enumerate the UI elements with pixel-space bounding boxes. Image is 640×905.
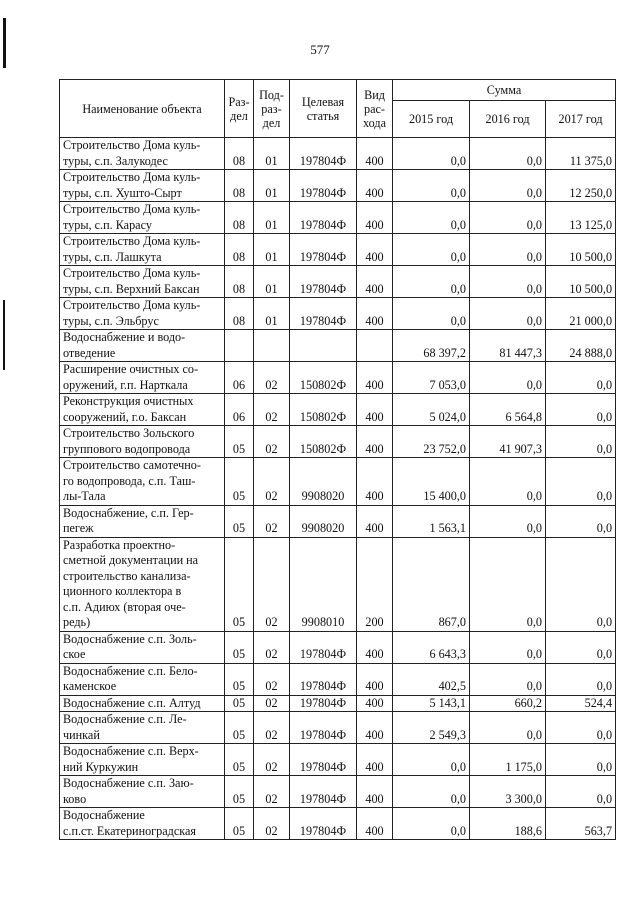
table-cell-podrazdel: 02	[254, 394, 290, 426]
table-cell-2015: 0,0	[393, 202, 470, 234]
table-cell-2017: 10 500,0	[546, 234, 616, 266]
table-cell-podrazdel	[254, 330, 290, 362]
table-cell-2016: 0,0	[470, 298, 546, 330]
table-cell-podrazdel: 02	[254, 631, 290, 663]
table-cell-2016: 0,0	[470, 362, 546, 394]
table-row	[60, 663, 616, 695]
table-cell-2016: 0,0	[470, 712, 546, 744]
table-cell-2017: 0,0	[546, 663, 616, 695]
table-cell-target: 197804Ф	[290, 138, 357, 170]
table-row	[60, 266, 616, 298]
table-cell-2017: 24 888,0	[546, 330, 616, 362]
table-row	[60, 631, 616, 663]
table-cell-2016: 0,0	[470, 234, 546, 266]
table-cell-2017: 0,0	[546, 458, 616, 506]
table-cell-2017: 0,0	[546, 394, 616, 426]
table-row	[60, 712, 616, 744]
table-cell-podrazdel: 02	[254, 808, 290, 840]
table-cell-2015: 0,0	[393, 266, 470, 298]
table-cell-2016: 6 564,8	[470, 394, 546, 426]
table-row	[60, 330, 616, 362]
table-row	[60, 505, 616, 537]
table-cell-name: Водоснабжение с.п. Алтуд	[60, 695, 225, 712]
table-cell-target: 197804Ф	[290, 202, 357, 234]
table-cell-podrazdel: 02	[254, 537, 290, 631]
table-cell-name: Водоснабжение с.п. Ле- чинкай	[60, 712, 225, 744]
table-cell-razdel: 05	[225, 663, 254, 695]
table-cell-razdel: 05	[225, 695, 254, 712]
table-cell-2016: 188,6	[470, 808, 546, 840]
table-row	[60, 537, 616, 631]
table-cell-razdel	[225, 330, 254, 362]
table-cell-name: Строительство Зольского группового водопровода	[60, 426, 225, 458]
table-cell-2015: 5 143,1	[393, 695, 470, 712]
budget-table	[59, 79, 616, 840]
table-cell-vid: 400	[357, 695, 393, 712]
table-cell-2016: 0,0	[470, 537, 546, 631]
table-cell-2017: 0,0	[546, 631, 616, 663]
table-cell-name: Строительство Дома куль- туры, с.п. Лашкута	[60, 234, 225, 266]
table-body	[60, 138, 616, 840]
table-row	[60, 170, 616, 202]
table-cell-vid	[357, 330, 393, 362]
table-cell-2015: 0,0	[393, 298, 470, 330]
table-cell-target: 9908020	[290, 458, 357, 506]
table-cell-2015: 68 397,2	[393, 330, 470, 362]
table-cell-name: Разработка проектно- сметной документации на строительство канализа- ционного коллектора в с.п. Адиюх (вторая оче- редь)	[60, 537, 225, 631]
table-cell-razdel: 05	[225, 712, 254, 744]
table-cell-podrazdel: 01	[254, 202, 290, 234]
table-cell-name: Водоснабжение с.п.ст. Екатериноградская	[60, 808, 225, 840]
table-cell-2015: 1 563,1	[393, 505, 470, 537]
table-cell-vid: 400	[357, 808, 393, 840]
table-cell-razdel: 08	[225, 202, 254, 234]
table-row	[60, 298, 616, 330]
table-cell-2015: 0,0	[393, 776, 470, 808]
table-cell-2016: 3 300,0	[470, 776, 546, 808]
table-cell-vid: 200	[357, 537, 393, 631]
table-row	[60, 744, 616, 776]
table-cell-name: Водоснабжение с.п. Заю- ково	[60, 776, 225, 808]
table-cell-2015: 2 549,3	[393, 712, 470, 744]
table-row	[60, 202, 616, 234]
table-cell-razdel: 05	[225, 458, 254, 506]
table-cell-podrazdel: 02	[254, 776, 290, 808]
table-cell-vid: 400	[357, 362, 393, 394]
table-cell-podrazdel: 02	[254, 695, 290, 712]
table-cell-target: 197804Ф	[290, 663, 357, 695]
table-row	[60, 695, 616, 712]
table-cell-2016: 0,0	[470, 202, 546, 234]
table-cell-vid: 400	[357, 631, 393, 663]
table-cell-razdel: 05	[225, 631, 254, 663]
table-cell-vid: 400	[357, 234, 393, 266]
table-cell-razdel: 08	[225, 138, 254, 170]
table-cell-target: 9908010	[290, 537, 357, 631]
table-cell-vid: 400	[357, 202, 393, 234]
table-cell-razdel: 05	[225, 808, 254, 840]
table-cell-podrazdel: 02	[254, 712, 290, 744]
table-cell-2015: 0,0	[393, 138, 470, 170]
table-cell-vid: 400	[357, 426, 393, 458]
header-2016: 2016 год	[470, 101, 546, 138]
table-row	[60, 234, 616, 266]
table-cell-2016: 41 907,3	[470, 426, 546, 458]
table-cell-2015: 0,0	[393, 808, 470, 840]
table-cell-podrazdel: 01	[254, 170, 290, 202]
header-podrazdel: Под- раз- дел	[254, 80, 290, 138]
table-cell-2017: 12 250,0	[546, 170, 616, 202]
table-cell-razdel: 08	[225, 298, 254, 330]
table-row	[60, 458, 616, 506]
table-cell-name: Реконструкция очистных сооружений, г.о. Баксан	[60, 394, 225, 426]
table-cell-2015: 0,0	[393, 170, 470, 202]
table-cell-target: 197804Ф	[290, 170, 357, 202]
table-cell-vid: 400	[357, 298, 393, 330]
table-cell-target: 197804Ф	[290, 631, 357, 663]
table-cell-razdel: 08	[225, 266, 254, 298]
table-cell-target: 197804Ф	[290, 712, 357, 744]
table-row	[60, 426, 616, 458]
table-cell-podrazdel: 01	[254, 234, 290, 266]
table-cell-podrazdel: 02	[254, 663, 290, 695]
table-cell-target: 197804Ф	[290, 234, 357, 266]
table-cell-2016: 1 175,0	[470, 744, 546, 776]
header-2015: 2015 год	[393, 101, 470, 138]
table-row	[60, 808, 616, 840]
table-cell-target: 197804Ф	[290, 808, 357, 840]
table-cell-vid: 400	[357, 138, 393, 170]
table-cell-name: Водоснабжение с.п. Золь- ское	[60, 631, 225, 663]
table-cell-name: Строительство Дома куль- туры, с.п. Эльбрус	[60, 298, 225, 330]
table-cell-target: 197804Ф	[290, 776, 357, 808]
table-cell-podrazdel: 01	[254, 266, 290, 298]
table-cell-2016: 0,0	[470, 663, 546, 695]
table-cell-name: Расширение очистных со- оружений, г.п. Нарткала	[60, 362, 225, 394]
table-cell-2017: 0,0	[546, 776, 616, 808]
table-cell-2017: 13 125,0	[546, 202, 616, 234]
table-cell-2016: 0,0	[470, 138, 546, 170]
table-cell-2015: 7 053,0	[393, 362, 470, 394]
table-cell-podrazdel: 02	[254, 458, 290, 506]
table-cell-vid: 400	[357, 663, 393, 695]
table-cell-vid: 400	[357, 170, 393, 202]
header-2017: 2017 год	[546, 101, 616, 138]
margin-mark-middle	[3, 300, 5, 370]
table-cell-target: 9908020	[290, 505, 357, 537]
table-cell-2016: 81 447,3	[470, 330, 546, 362]
table-cell-2017: 0,0	[546, 505, 616, 537]
table-cell-razdel: 08	[225, 234, 254, 266]
table-cell-2015: 5 024,0	[393, 394, 470, 426]
table-cell-2016: 0,0	[470, 266, 546, 298]
table-cell-podrazdel: 02	[254, 744, 290, 776]
table-row	[60, 776, 616, 808]
table-cell-2017: 0,0	[546, 362, 616, 394]
table-cell-podrazdel: 01	[254, 138, 290, 170]
header-razdel: Раз- дел	[225, 80, 254, 138]
table-cell-vid: 400	[357, 744, 393, 776]
table-cell-podrazdel: 02	[254, 426, 290, 458]
table-cell-podrazdel: 01	[254, 298, 290, 330]
header-target: Целевая статья	[290, 80, 357, 138]
table-cell-2015: 6 643,3	[393, 631, 470, 663]
table-cell-target	[290, 330, 357, 362]
table-cell-2016: 0,0	[470, 631, 546, 663]
table-cell-name: Строительство Дома куль- туры, с.п. Залукодес	[60, 138, 225, 170]
table-cell-podrazdel: 02	[254, 505, 290, 537]
table-cell-2017: 0,0	[546, 712, 616, 744]
table-cell-razdel: 05	[225, 744, 254, 776]
table-cell-2017: 11 375,0	[546, 138, 616, 170]
table-cell-target: 197804Ф	[290, 266, 357, 298]
table-cell-2016: 0,0	[470, 505, 546, 537]
table-header	[60, 80, 616, 138]
table-cell-2017: 21 000,0	[546, 298, 616, 330]
table-cell-vid: 400	[357, 394, 393, 426]
table-cell-razdel: 05	[225, 505, 254, 537]
table-cell-2017: 0,0	[546, 744, 616, 776]
page-number: 577	[310, 42, 330, 57]
table-cell-target: 150802Ф	[290, 394, 357, 426]
table-cell-name: Строительство Дома куль- туры, с.п. Верхний Баксан	[60, 266, 225, 298]
table-cell-2015: 402,5	[393, 663, 470, 695]
table-cell-2017: 563,7	[546, 808, 616, 840]
table-cell-target: 197804Ф	[290, 695, 357, 712]
table-cell-2015: 867,0	[393, 537, 470, 631]
table-cell-name: Водоснабжение с.п. Верх- ний Куркужин	[60, 744, 225, 776]
table-cell-2017: 0,0	[546, 537, 616, 631]
table-cell-name: Водоснабжение, с.п. Гер- пегеж	[60, 505, 225, 537]
table-cell-vid: 400	[357, 776, 393, 808]
table-cell-2015: 23 752,0	[393, 426, 470, 458]
table-cell-2016: 0,0	[470, 458, 546, 506]
table-cell-podrazdel: 02	[254, 362, 290, 394]
table-cell-name: Водоснабжение с.п. Бело- каменское	[60, 663, 225, 695]
table-cell-vid: 400	[357, 712, 393, 744]
table-cell-vid: 400	[357, 266, 393, 298]
table-cell-name: Строительство Дома куль- туры, с.п. Карасу	[60, 202, 225, 234]
table-cell-2015: 0,0	[393, 744, 470, 776]
table-cell-2017: 524,4	[546, 695, 616, 712]
header-sum: Сумма	[393, 80, 616, 101]
table-cell-name: Строительство Дома куль- туры, с.п. Хушто-Сырт	[60, 170, 225, 202]
table-cell-razdel: 05	[225, 426, 254, 458]
table-cell-2017: 0,0	[546, 426, 616, 458]
table-cell-2015: 0,0	[393, 234, 470, 266]
table-cell-vid: 400	[357, 458, 393, 506]
table-cell-razdel: 06	[225, 394, 254, 426]
table-cell-razdel: 05	[225, 537, 254, 631]
table-row	[60, 138, 616, 170]
table-row	[60, 362, 616, 394]
table-cell-vid: 400	[357, 505, 393, 537]
table-cell-target: 197804Ф	[290, 744, 357, 776]
table-cell-target: 150802Ф	[290, 362, 357, 394]
table-cell-razdel: 08	[225, 170, 254, 202]
table-cell-2016: 0,0	[470, 170, 546, 202]
table-cell-razdel: 05	[225, 776, 254, 808]
table-cell-name: Водоснабжение и водо- отведение	[60, 330, 225, 362]
table-cell-target: 150802Ф	[290, 426, 357, 458]
table-cell-target: 197804Ф	[290, 298, 357, 330]
table-cell-2017: 10 500,0	[546, 266, 616, 298]
table-cell-2015: 15 400,0	[393, 458, 470, 506]
header-vid: Вид рас- хода	[357, 80, 393, 138]
header-name: Наименование объекта	[60, 80, 225, 138]
table-cell-name: Строительство самотечно- го водопровода, с.п. Таш- лы-Тала	[60, 458, 225, 506]
table-cell-2016: 660,2	[470, 695, 546, 712]
table-row	[60, 394, 616, 426]
table-cell-razdel: 06	[225, 362, 254, 394]
